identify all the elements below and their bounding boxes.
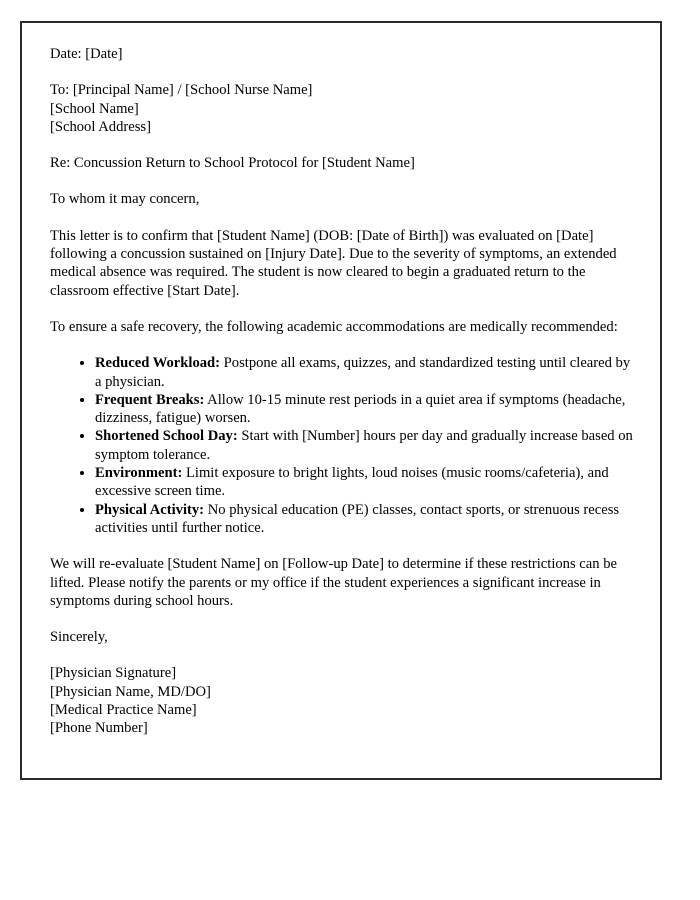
accommodations-list xyxy=(50,354,635,537)
accommodation-label: Reduced Workload: xyxy=(95,355,221,372)
list-item-physical-activity xyxy=(95,501,635,538)
accommodation-text: Limit exposure to bright lights, loud noises (music rooms/cafeteria), and excessive screen time. xyxy=(95,465,609,500)
body-paragraph-evaluation: This letter is to confirm that [Student Name] (DOB: [Date of Birth]) was evaluated on [Date] following a concussion sustained on [Injury Date]. Due to the severity of symptoms, an extended medical absence was required. The student is now cleared to begin a graduated return to the classroom effective [Start Date]. xyxy=(50,227,617,299)
closing: Sincerely, xyxy=(50,629,108,646)
accommodation-text: No physical education (PE) classes, contact sports, or strenuous recess activities until further notice. xyxy=(95,501,620,536)
letter-page xyxy=(20,21,662,780)
list-item-shortened-school-day xyxy=(95,427,635,464)
salutation: To whom it may concern, xyxy=(50,191,200,208)
accommodation-text: Postpone all exams, quizzes, and standardized testing until cleared by a physician. xyxy=(95,355,631,390)
list-item-environment xyxy=(95,464,635,501)
date-line: Date: [Date] xyxy=(50,46,123,62)
accommodation-label: Physical Activity: xyxy=(95,501,205,518)
recipient-block xyxy=(50,81,635,136)
list-item-frequent-breaks xyxy=(95,391,635,428)
school-address-line: [School Address] xyxy=(50,118,151,135)
letter-body xyxy=(50,45,635,738)
subject-line: Re: Concussion Return to School Protocol for [Student Name] xyxy=(50,155,415,172)
signature-block xyxy=(50,664,635,737)
signature-line-physician-name: [Physician Name, MD/DO] xyxy=(50,683,211,700)
accommodation-label: Environment: xyxy=(95,465,183,482)
accommodation-text: Start with [Number] hours per day and gradually increase based on symptom tolerance. xyxy=(95,428,633,463)
signature-line-physician-signature: [Physician Signature] xyxy=(50,665,177,682)
accommodation-label: Frequent Breaks: xyxy=(95,391,205,408)
signature-line-phone-number: [Phone Number] xyxy=(50,720,148,737)
school-name-line: [School Name] xyxy=(50,100,139,117)
body-paragraph-accommodations-intro: To ensure a safe recovery, the following academic accommodations are medically recommended: xyxy=(50,318,618,335)
body-paragraph-followup: We will re-evaluate [Student Name] on [Follow-up Date] to determine if these restrictions can be lifted. Please notify the parents or my office if the student experiences a significant increase in symptoms during school hours. xyxy=(50,556,617,609)
accommodation-label: Shortened School Day: xyxy=(95,428,238,445)
to-line: To: [Principal Name] / [School Nurse Name] xyxy=(50,82,313,99)
list-item-reduced-workload xyxy=(95,354,635,391)
accommodation-text: Allow 10-15 minute rest periods in a quiet area if symptoms (headache, dizziness, fatigue) worsen. xyxy=(95,391,626,427)
signature-line-practice-name: [Medical Practice Name] xyxy=(50,702,197,719)
